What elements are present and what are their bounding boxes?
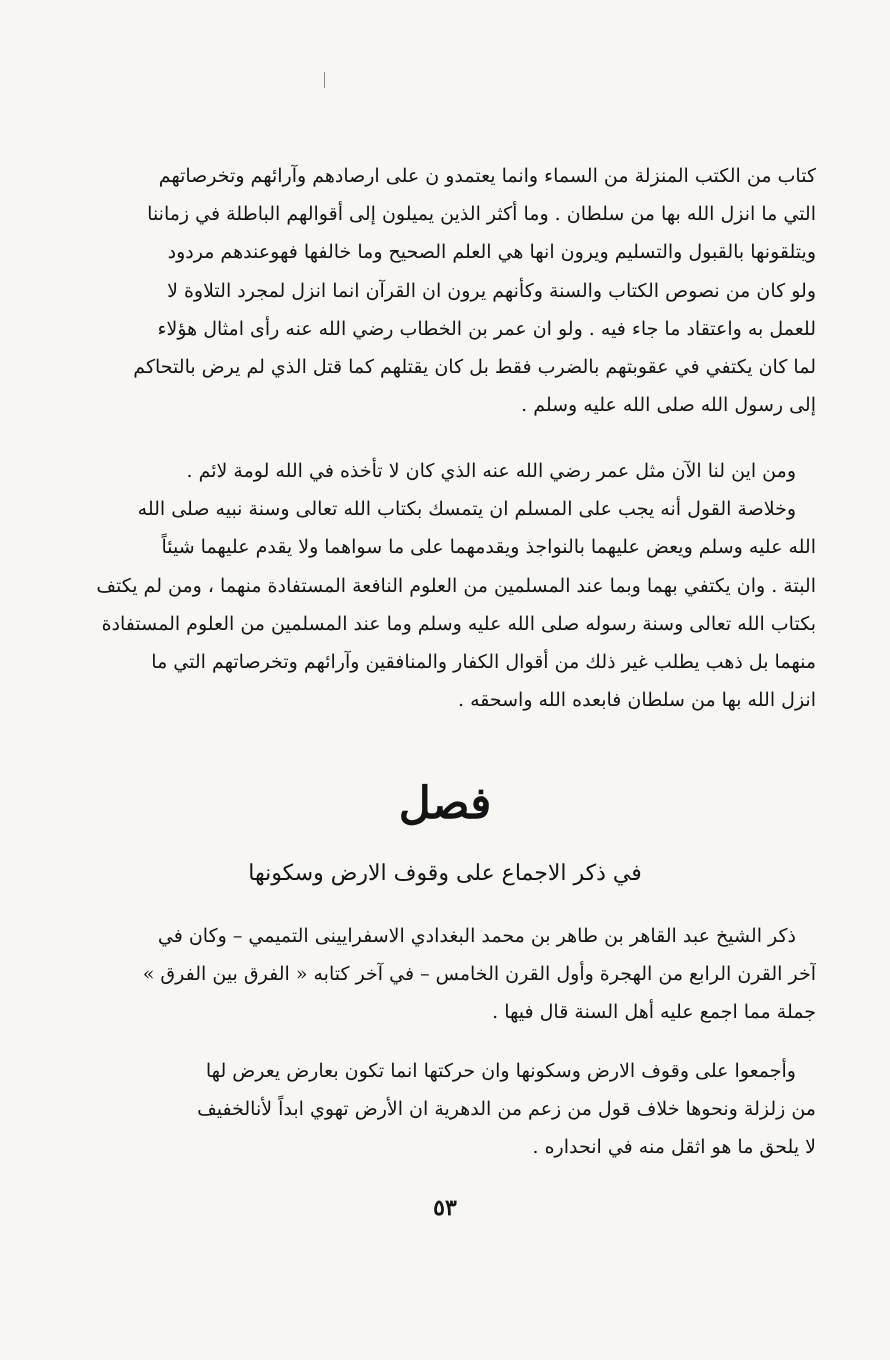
text-line: منهما بل ذهب يطلب غير ذلك من أقوال الكفار والمنافقين وآرائهم وتخرصاتهم التي ما	[151, 650, 816, 673]
section-heading: فصل	[398, 778, 492, 829]
paragraph-continuation	[60, 157, 816, 424]
text-line: انزل الله بها من سلطان فابعده الله واسحقه .	[457, 689, 816, 712]
text-line: ولو كان من نصوص الكتاب والسنة وكأنهم يرون ان القرآن انما انزل لمجرد التلاوة لا	[167, 279, 816, 302]
text-line: ويتلقونها بالقبول والتسليم ويرون انها هي العلم الصحيح وما خالفها فهوعندهم مردود	[167, 241, 816, 264]
text-line: بكتاب الله تعالى وسنة رسوله صلى الله عليه وسلم وما عند المسلمين من العلوم المستفادة	[101, 612, 816, 635]
text-line: جملة مما اجمع عليه أهل السنة قال فيها .	[492, 1001, 816, 1024]
text-line: ومن اين لنا الآن مثل عمر رضي الله عنه الذي كان لا تأخذه في الله لومة لائم .	[186, 460, 796, 482]
section-subheading: في ذكر الاجماع على وقوف الارض وسكونها	[248, 861, 642, 886]
text-line: ذكر الشيخ عبد القاهر بن طاهر بن محمد البغدادي الاسفرايينى التميمي – وكان في	[157, 925, 796, 947]
text-line: لا يلحق ما هو اثقل منه في انحداره .	[532, 1136, 816, 1159]
page-mark	[324, 72, 325, 88]
paragraph-conclusion	[60, 452, 816, 719]
text-line: كتاب من الكتب المنزلة من السماء وانما يعتمدو ن على ارصادهم وآرائهم وتخرصاتهم	[158, 165, 816, 187]
text-line: وخلاصة القول أنه يجب على المسلم ان يتمسك بكتاب الله تعالى وسنة نبيه صلى الله	[137, 498, 796, 521]
text-line: من زلزلة ونحوها خلاف قول من زعم من الدهرية ان الأرض تهوي ابداً لأنالخفيف	[197, 1098, 816, 1121]
page-number: ٥٣	[433, 1195, 457, 1221]
text-line: للعمل به واعتقاد ما جاء فيه . ولو ان عمر بن الخطاب رضي الله عنه رأى امثال هؤلاء	[157, 317, 816, 340]
paragraph-citation	[60, 917, 816, 1032]
text-line: الله عليه وسلم ويعض عليهما بالنواجذ ويقدمهما على ما سواهما ولا يقدم عليهما شيئاً	[161, 536, 816, 559]
text-line: إلى رسول الله صلى الله عليه وسلم .	[521, 394, 816, 417]
text-line: لما كان يكتفي في عقوبتهم بالضرب فقط بل كان يقتلهم كما قتل الذي لم يرض بالتحاكم	[133, 355, 816, 378]
paragraph-consensus	[60, 1052, 816, 1167]
text-line: التي ما انزل الله بها من سلطان . وما أكثر الذين يميلون إلى أقوالهم الباطلة في زماننا	[147, 203, 816, 226]
text-line: وأجمعوا على وقوف الارض وسكونها وان حركتها انما تكون بعارض يعرض لها	[205, 1060, 796, 1082]
text-line: آخر القرن الرابع من الهجرة وأول القرن الخامس – في آخر كتابه « الفرق بين الفرق »	[142, 963, 816, 986]
text-line: البتة . وان يكتفي بهما وبما عند المسلمين من العلوم النافعة المستفادة منهما ، ومن لم يكتف	[96, 574, 816, 597]
